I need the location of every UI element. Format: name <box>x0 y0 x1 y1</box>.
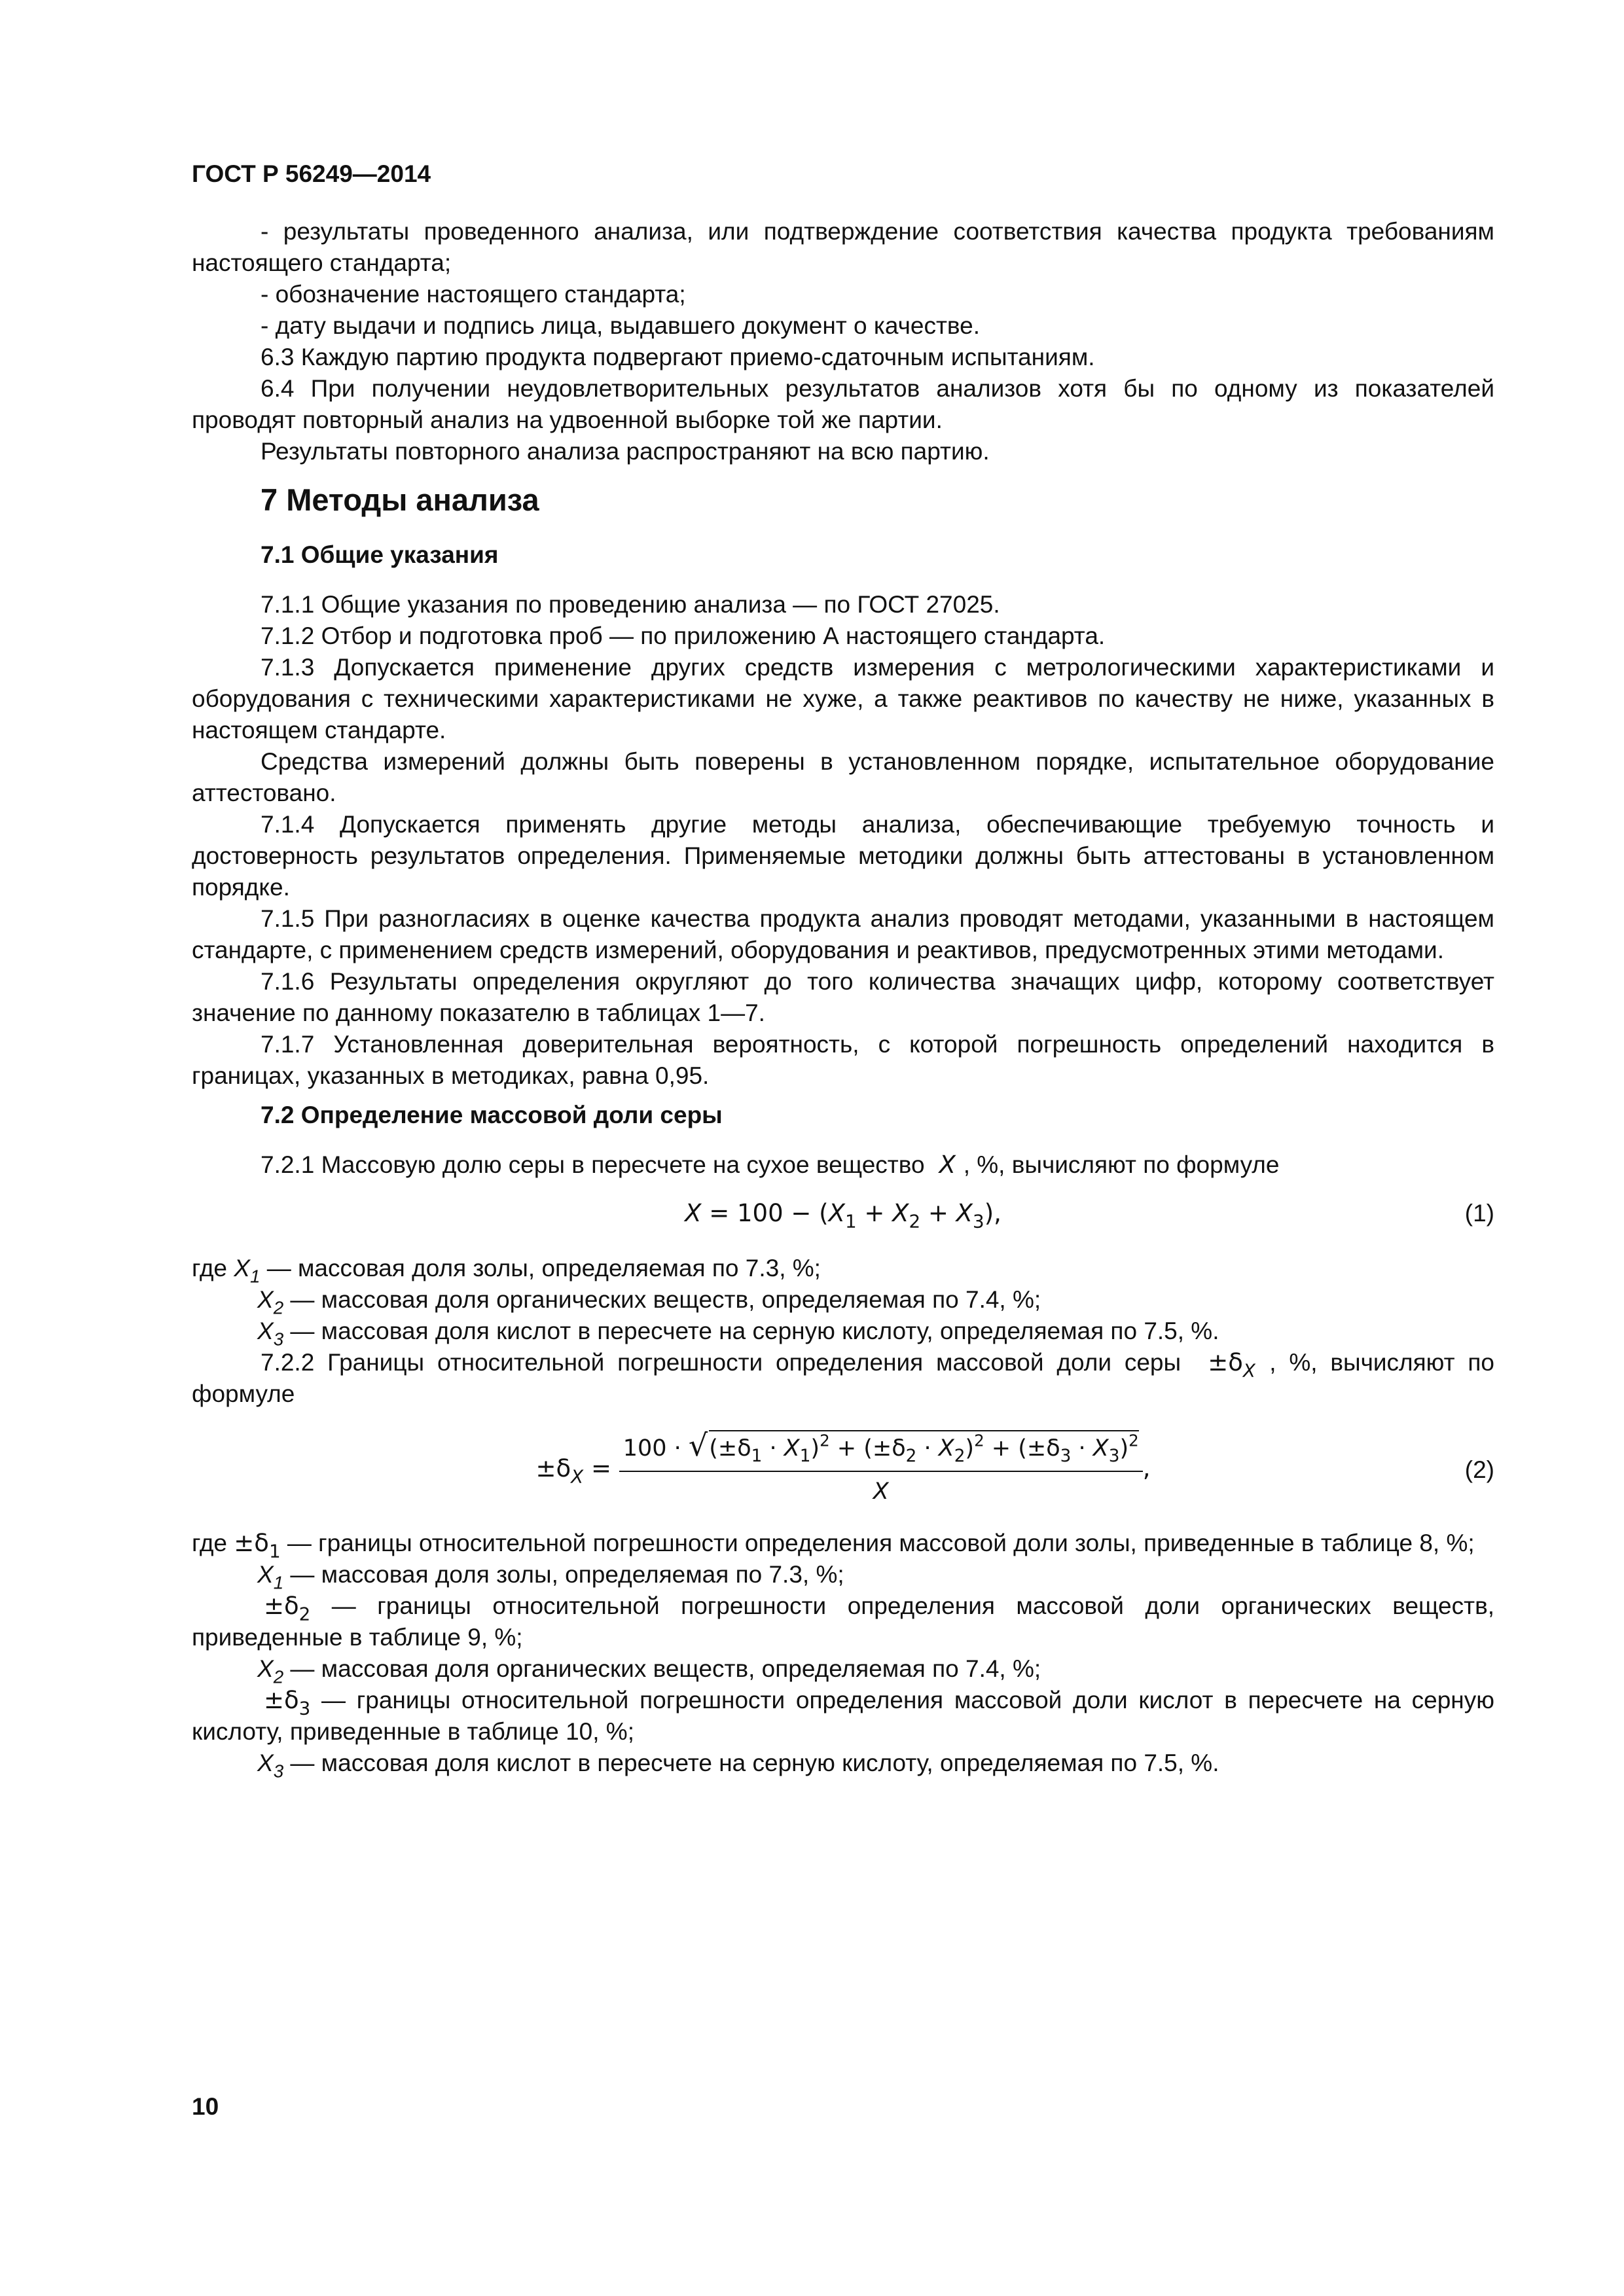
paragraph <box>192 1347 1494 1410</box>
paragraph <box>192 1653 1494 1685</box>
paragraph <box>192 1559 1494 1593</box>
definition-text: — массовая доля золы, определяемая по 7.3, %; <box>290 1561 844 1588</box>
definition-text: — границы относительной погрешности определения массовой доли золы, приведенные в таблице 8, %; <box>287 1530 1475 1556</box>
document-code-header: ГОСТ Р 56249—2014 <box>192 160 431 187</box>
formula-symbol: $X_2$ <box>257 1655 284 1687</box>
formula-1 <box>192 1181 1494 1253</box>
subsection-heading: 7.2 Определение массовой доли серы <box>261 1102 723 1128</box>
document-body <box>192 216 1495 1782</box>
definition-text: — массовая доля кислот в пересчете на серную кислоту, определяемая по 7.5, %. <box>290 1318 1219 1344</box>
paragraph: Средства измерений должны быть поверены в установленном порядке, испытательное оборудование аттестовано. <box>192 748 1494 806</box>
formula-symbol: $X_3$ <box>257 1318 284 1350</box>
paragraph: 7.1.7 Установленная доверительная вероятность, с которой погрешность определений находится в границах, указанных в методиках, равна 0,95. <box>192 1031 1494 1089</box>
definition-text: — границы относительной погрешности определения массовой доли кислот в пересчете на серную кислоту, приведенные в таблице 10, %; <box>192 1687 1494 1745</box>
definition-text: — массовая доля кислот в пересчете на серную кислоту, определяемая по 7.5, %. <box>290 1749 1219 1776</box>
formula-symbol: X <box>931 1151 964 1179</box>
subsection-heading: 7.1 Общие указания <box>261 541 499 568</box>
paragraph <box>192 1149 1494 1181</box>
formula-symbol: $X_1$ <box>234 1255 261 1287</box>
formula-2-number: (2) <box>1464 1456 1494 1483</box>
paragraph: - результаты проведенного анализа, или подтверждение соответствия качества продукта требованиям настоящего стандарта; <box>192 218 1494 276</box>
paragraph: 7.1.6 Результаты определения округляют до того количества значащих цифр, которому соответствует значение по данному показателю в таблицах 1—7. <box>192 968 1494 1026</box>
paragraph: 7.1.4 Допускается применять другие методы анализа, обеспечивающие требуемую точность и достоверность результатов определения. Применяемые методики должны быть аттестованы в установленном порядке. <box>192 811 1494 901</box>
formula-symbol: $\pm\delta_1$ <box>234 1529 281 1562</box>
paragraph-text: , %, вычисляют по формуле <box>192 1349 1495 1407</box>
where-label: где <box>192 1530 228 1556</box>
paragraph <box>192 1284 1494 1316</box>
paragraph <box>192 1528 1494 1562</box>
paragraph: 7.1.2 Отбор и подготовка проб — по приложению А настоящего стандарта. <box>261 622 1106 649</box>
definition-text: — массовая доля органических веществ, определяемая по 7.4, %; <box>290 1286 1041 1313</box>
paragraph-text: , %, вычисляют по формуле <box>963 1151 1280 1178</box>
paragraph <box>192 1590 1494 1653</box>
paragraph: Результаты повторного анализа распространяют на всю партию. <box>261 438 990 465</box>
where-label: где <box>192 1255 228 1282</box>
paragraph-text: 7.2.2 Границы относительной погрешности определения массовой доли серы <box>261 1349 1182 1376</box>
section-heading: 7 Методы анализа <box>261 482 539 517</box>
paragraph: 7.1.1 Общие указания по проведению анализа — по ГОСТ 27025. <box>261 591 1000 618</box>
formula-symbol: $\pm\delta_2$ <box>264 1592 311 1625</box>
formula-1-expression: $X = 100 - (X_1 + X_2 + X_3)$, <box>685 1199 1001 1232</box>
formula-2 <box>192 1410 1494 1528</box>
paragraph: 6.4 При получении неудовлетворительных результатов анализов хотя бы по одному из показателей проводят повторный анализ на удвоенной выборке той же партии. <box>192 375 1494 433</box>
page-number: 10 <box>192 2093 219 2120</box>
formula-1-number: (1) <box>1464 1200 1494 1227</box>
paragraph: 7.1.3 Допускается применение других средств измерения с метрологическими характеристиками и оборудования с техническими характеристиками не хуже, а также реактивов по качеству не ниже, указанных в настоящем стандарте. <box>192 654 1494 744</box>
formula-symbol: $\pm\delta_X$ <box>1193 1348 1255 1382</box>
paragraph: 7.1.5 При разногласиях в оценке качества продукта анализ проводят методами, указанными в настоящем стандарте, с применением средств измерений, оборудования и реактивов, предусмотренных этими методами. <box>192 905 1494 963</box>
formula-symbol: $X_3$ <box>257 1749 284 1782</box>
formula-symbol: $X_2$ <box>257 1286 284 1318</box>
paragraph <box>192 1316 1494 1350</box>
paragraph: 6.3 Каждую партию продукта подвергают приемо-сдаточным испытаниям. <box>261 344 1095 370</box>
formula-symbol: $\pm\delta_3$ <box>264 1686 311 1719</box>
definition-text: — массовая доля золы, определяемая по 7.3, %; <box>266 1255 821 1282</box>
paragraph <box>192 1748 1494 1782</box>
paragraph-text: 7.2.1 Массовую долю серы в пересчете на сухое вещество <box>261 1151 925 1178</box>
formula-symbol: $X_1$ <box>257 1561 284 1593</box>
paragraph <box>192 1685 1494 1748</box>
paragraph <box>192 1253 1494 1287</box>
paragraph: - дату выдачи и подпись лица, выдавшего документ о качестве. <box>261 312 981 339</box>
definition-text: — границы относительной погрешности определения массовой доли органических веществ, приведенные в таблице 9, %; <box>192 1592 1495 1651</box>
formula-2-expression: $\pm\delta_X$ = $\frac{100 \cdot √(\pm\delta_1 \cdot X_1)^2 + (\pm\delta_2 \cdot X_2)^2 + (\pm\delta_3 \cdot X_3)^2}{X}$ , <box>535 1427 1151 1505</box>
paragraph: - обозначение настоящего стандарта; <box>261 281 686 308</box>
definition-text: — массовая доля органических веществ, определяемая по 7.4, %; <box>290 1655 1041 1682</box>
